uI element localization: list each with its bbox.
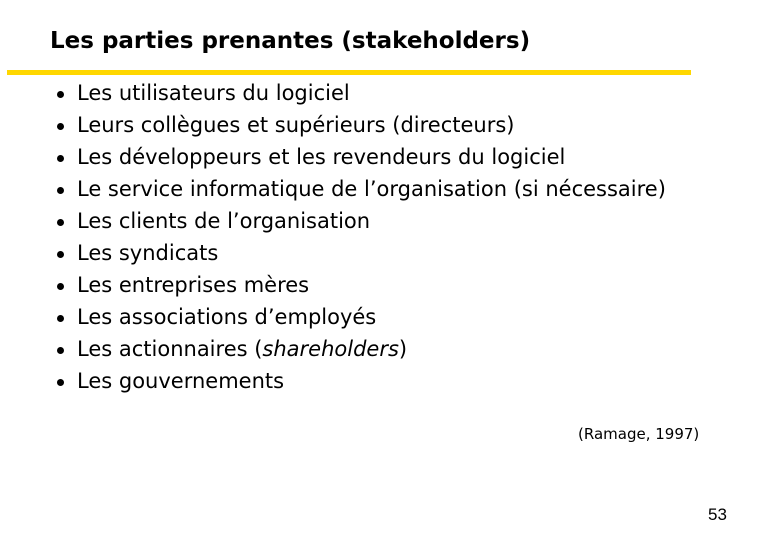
list-item-text-part: ) [398,337,408,361]
list-item-text: Les gouvernements [77,369,285,393]
list-item-text: Les clients de l’organisation [77,209,371,233]
list-item-text: Leurs collègues et supérieurs (directeurs) [77,113,515,137]
bullet-dot-icon [57,379,64,386]
title-underline [7,70,691,75]
bullet-dot-icon [57,155,64,162]
bullet-dot-icon [57,123,64,130]
list-item-text: Les entreprises mères [77,273,310,297]
citation: (Ramage, 1997) [578,425,700,443]
page-number: 53 [708,505,727,524]
bullet-dot-icon [57,91,64,98]
bullet-dot-icon [57,347,64,354]
bullet-dot-icon [57,283,64,290]
list-item [52,176,692,203]
list-item-text: Les développeurs et les revendeurs du logiciel [77,145,566,169]
list-item-text: Le service informatique de l’organisation (si nécessaire) [77,177,666,201]
list-item [52,208,692,235]
list-item-italic-term: shareholders [262,337,399,361]
slide-title: Les parties prenantes (stakeholders) [50,28,531,54]
list-item [52,144,692,171]
bullet-dot-icon [57,219,64,226]
list-item-text: Les utilisateurs du logiciel [77,81,350,105]
list-item [52,112,692,139]
bullet-dot-icon [57,251,64,258]
list-item [52,272,692,299]
list-item [52,240,692,267]
bullet-dot-icon [57,187,64,194]
list-item [52,80,692,107]
list-item-text-part: Les actionnaires ( [77,337,263,361]
list-item [52,368,692,395]
list-item [52,336,692,363]
bullet-dot-icon [57,315,64,322]
stakeholder-list [52,80,692,400]
list-item-text: Les syndicats [77,241,219,265]
list-item-text [77,337,407,361]
list-item [52,304,692,331]
list-item-text: Les associations d’employés [77,305,377,329]
